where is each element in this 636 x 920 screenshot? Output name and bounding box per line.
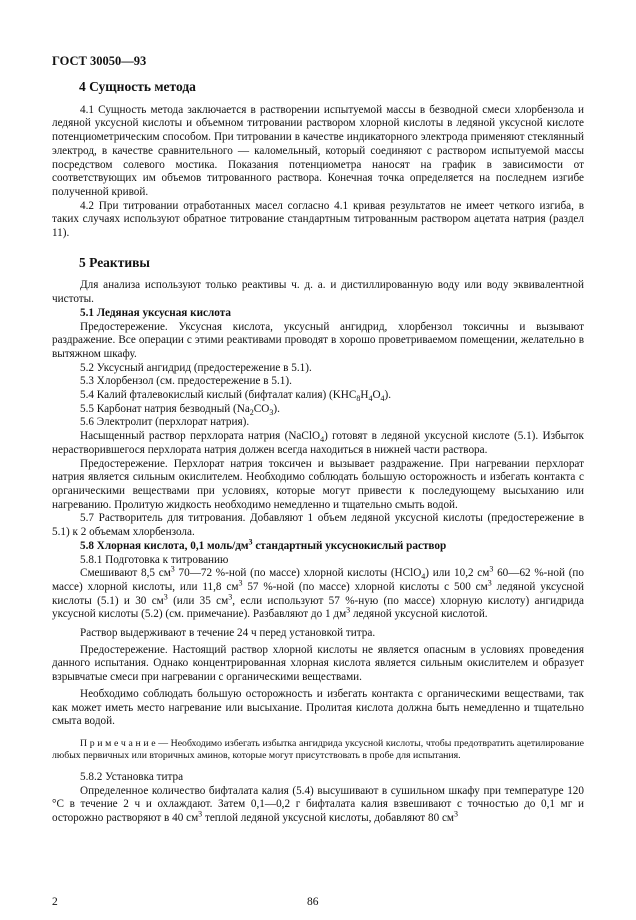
paragraph-caution: Необходимо соблюдать большую осторожность и избегать контакта с органическими веществами, так как может иметь место нагревание или высыхание. Пролитая кислота должна быть немедленно и тщательно смыта водой. bbox=[52, 687, 584, 728]
note-paragraph: П р и м е ч а н и е — Необходимо избегать избытка ангидрида уксусной кислоты, чтобы предотвратить ацетилирование любых первичных или вторичных аминов, которые могут присутствовать в пробе для испытания. bbox=[52, 737, 584, 761]
paragraph-mixing: Смешивают 8,5 $см^3$ 70—72 %-ной (по массе) хлорной кислоты (HClO$_4$) или 10,2 $см^3$ 60—62 %-ной (по массе) хлорной кислоты, или 11,8 $см^3$ 57 %-ной (по массе) хлорной кислоты с 500 $см^3$ ледяной уксусной кислоты (5.1) и 30 $см^3$ (или 35 $см^3$, если используют 57 %-ную (по массе) хлорную кислоту) ангидрида уксусной кислоты (5.2) (см. примечание). Разбавляют до 1 $дм^3$ ледяной уксусной кислотой. bbox=[52, 564, 585, 621]
item-5-3: 5.3 Хлорбензол (см. предостережение в 5.1). bbox=[80, 375, 292, 388]
item-5-7: 5.7 Растворитель для титрования. Добавляют 1 объем ледяной уксусной кислоты (предостережение в 5.1) к 2 объемам хлорбензола. bbox=[52, 512, 584, 539]
paragraph-5-intro: Для анализа используют только реактивы ч. д. а. и дистиллированную воду или воду эквивалентной чистоты. bbox=[52, 279, 584, 306]
paragraph-5-1-warning: Предостережение. Уксусная кислота, уксусный ангидрид, хлорбензол токсичны и вызывают раздражение. Все операции с этими реактивами проводят в хорошо проветриваемом помещении, желательно в вытяжном шкафу. bbox=[52, 320, 584, 360]
paragraph-warning-perchlorate: Предостережение. Перхлорат натрия токсичен и вызывает раздражение. При нагревании перхлорат натрия является сильным окислителем. Необходимо соблюдать большую осторожность и избегать контакта с органическими веществами при условиях, которые могут привести к последующему высыханию или нагреванию. Пролитую жидкость необходимо немедленно и тщательно смыть водой. bbox=[52, 457, 584, 511]
page-number-center: 86 bbox=[307, 896, 319, 908]
standard-header: ГОСТ 30050—93 bbox=[52, 54, 147, 68]
document-body bbox=[52, 80, 584, 826]
paragraph-warning-chloric: Предостережение. Настоящий раствор хлорной кислоты не является опасным в условиях проведения данного испытания. Однако концентрированная хлорная кислота является сильным окислителем и образует взрывчатые смеси при нагревании с органическими веществами. bbox=[52, 643, 584, 684]
paragraph-4-2: 4.2 При титровании отработанных масел согласно 4.1 кривая результатов не имеет четкого изгиба, в таких случаях используют обратное титрование стандартным титрованным раствором ацетата натрия (раздел 11). bbox=[52, 199, 584, 240]
paragraph-titer-determination: Определенное количество бифталата калия (5.4) высушивают в сушильном шкафу при температуре 120 °С в течение 2 ч и охлаждают. Затем 0,1—0,2 г бифталата калия взвешивают с точностью до 0,1 мг и осторожно растворяют в 40 $см^3$ теплой ледяной уксусной кислоты, добавляют 80 $см^3$ bbox=[52, 784, 584, 825]
subsection-5-8-title: 5.8 Хлорная кислота, 0,1 моль/$дм^3$ стандартный уксуснокислый раствор bbox=[80, 537, 447, 552]
item-5-4: 5.4 Калий фталевокислый кислый (бифталат калия) $(KHC_8H_4O_4)$. bbox=[80, 389, 392, 404]
subsection-5-8-2-title: 5.8.2 Установка титра bbox=[80, 770, 184, 783]
item-5-6: 5.6 Электролит (перхлорат натрия). bbox=[80, 416, 250, 429]
paragraph-saturated-solution: Насыщенный раствор перхлората натрия (NaClO$_4$) готовят в ледяной уксусной кислоте (5.1). Избыток нерастворившегося перхлората натрия должен всегда находиться в нижней части раствора. bbox=[52, 430, 584, 456]
subsection-5-8-1-title: 5.8.1 Подготовка к титрованию bbox=[80, 553, 229, 566]
section-5-title: 5 Реактивы bbox=[79, 254, 150, 270]
page-number-left: 2 bbox=[52, 896, 58, 908]
paragraph-4-1: 4.1 Сущность метода заключается в растворении испытуемой массы в безводной смеси хлорбензола и ледяной уксусной кислоты и объемном титровании раствором хлорной кислоты в ледяной уксусной кислоте потенциометрическим способом. При титровании в качестве индикаторного электрода применяют стеклянный электрод, в качестве сравнительного — каломельный, который соединяют с раствором испытуемой массы посредством солевого мостика. Показания потенциометра наносят на график в зависимости от соответствующих им объемов титрованного раствора. Конечная точка определяется на последнем изгибе полученной кривой. bbox=[52, 103, 584, 198]
paragraph-standing: Раствор выдерживают в течение 24 ч перед установкой титра. bbox=[80, 627, 376, 640]
item-5-5: 5.5 Карбонат натрия безводный $(Na_2CO_3)$. bbox=[80, 402, 280, 417]
section-4-title: 4 Сущность метода bbox=[79, 79, 196, 94]
item-5-2: 5.2 Уксусный ангидрид (предостережение в 5.1). bbox=[80, 361, 312, 374]
subsection-5-1-title: 5.1 Ледяная уксусная кислота bbox=[80, 306, 231, 319]
